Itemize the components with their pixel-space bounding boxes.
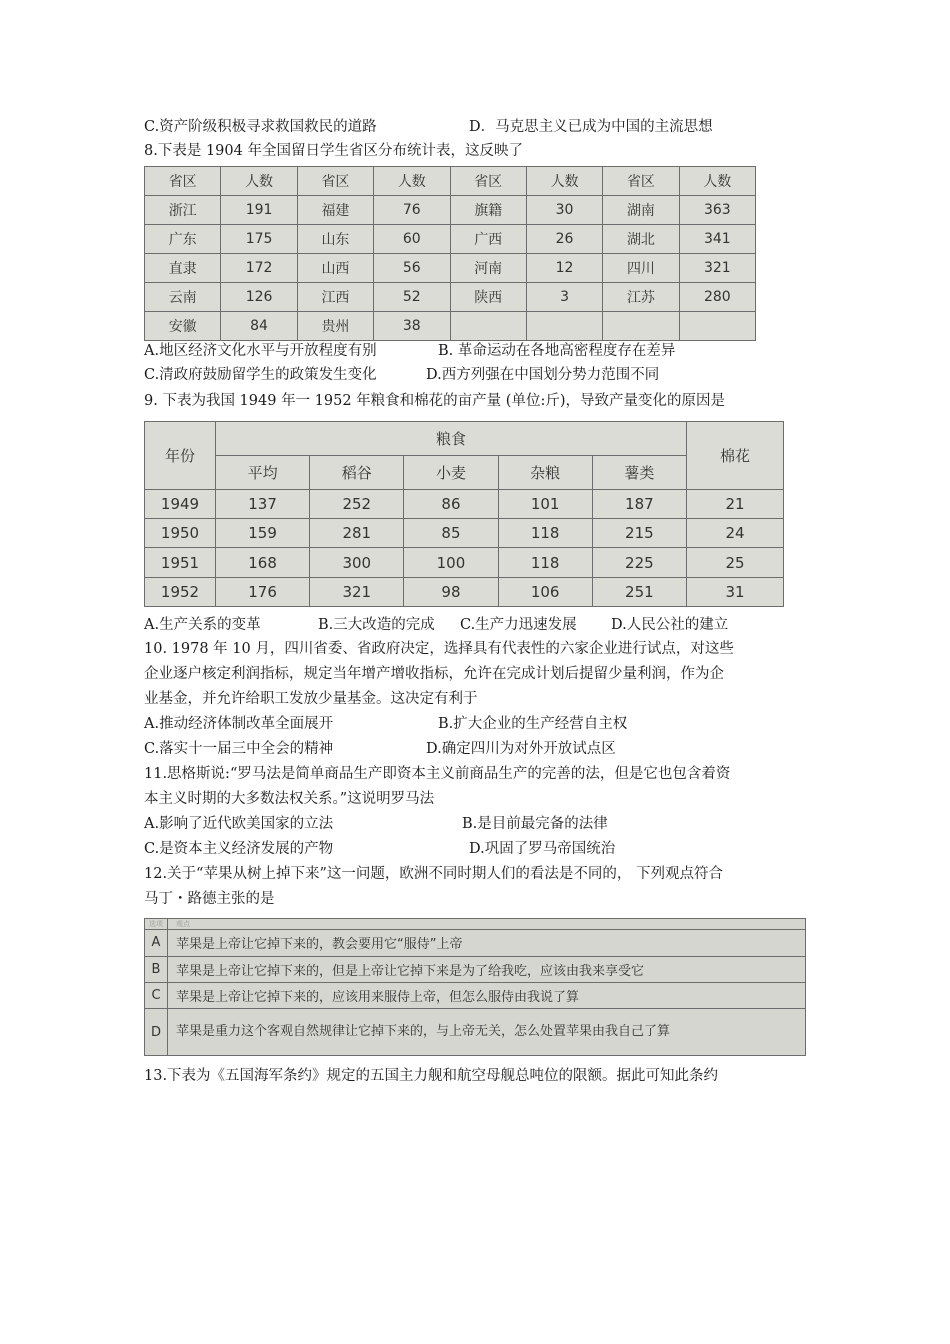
table-cell: 1952 <box>145 577 216 606</box>
q7-option-d: D．马克思主义已成为中国的主流思想 <box>469 119 713 135</box>
q8-stem: 8.下表是 1904 年全国留日学生省区分布统计表，这反映了 <box>144 143 523 159</box>
table-cell: 363 <box>679 196 755 225</box>
q8-option-c: C.清政府鼓励留学生的政策发生变化 <box>144 367 377 383</box>
table-cell: 341 <box>679 225 755 254</box>
option-text: 苹果是上帝让它掉下来的，应该用来服侍上帝，但怎么服侍由我说了算 <box>168 982 806 1008</box>
table-header-cell: 年份 <box>145 422 216 490</box>
table-row <box>145 930 806 956</box>
q9-table <box>144 421 784 607</box>
table-cell: 3 <box>526 283 602 312</box>
table-header-cell: 杂粮 <box>498 455 592 489</box>
table-cell: 191 <box>221 196 297 225</box>
table-cell: 25 <box>687 548 784 577</box>
table-cell: 21 <box>687 489 784 518</box>
table-cell: 159 <box>216 519 310 548</box>
table-header-row <box>145 919 806 930</box>
table-cell: 251 <box>592 577 686 606</box>
table-cell: 137 <box>216 489 310 518</box>
table-header-cell: 平均 <box>216 455 310 489</box>
table-cell: 321 <box>310 577 404 606</box>
option-label: A <box>145 930 168 956</box>
option-label: C <box>145 982 168 1008</box>
table-cell: 300 <box>310 548 404 577</box>
table-cell: 30 <box>526 196 602 225</box>
table-cell <box>450 312 526 341</box>
table-cell: 安徽 <box>145 312 221 341</box>
table-cell: 172 <box>221 254 297 283</box>
table-row <box>145 519 784 548</box>
table-header-cell: 粮食 <box>216 422 687 456</box>
table-cell <box>603 312 679 341</box>
table-cell: 76 <box>374 196 450 225</box>
q10-stem-line2: 企业逐户核定利润指标，规定当年增产增收指标，允许在完成计划后提留少量利润，作为企 <box>144 666 724 682</box>
table-cell: 168 <box>216 548 310 577</box>
option-label: D <box>145 1009 168 1056</box>
table-cell: 252 <box>310 489 404 518</box>
table-cell: 38 <box>374 312 450 341</box>
option-label: B <box>145 956 168 982</box>
q9-option-a: A.生产关系的变革 <box>144 617 261 633</box>
table-row <box>145 489 784 518</box>
table-cell: 31 <box>687 577 784 606</box>
table-cell: 四川 <box>603 254 679 283</box>
table-header-cell: 人数 <box>221 167 297 196</box>
q8-table <box>144 166 756 341</box>
table-row <box>145 982 806 1008</box>
option-text: 苹果是上帝让它掉下来的，但是上帝让它掉下来是为了给我吃，应该由我来享受它 <box>168 956 806 982</box>
table-cell: 24 <box>687 519 784 548</box>
q10-option-b: B.扩大企业的生产经营自主权 <box>438 716 628 732</box>
table-row <box>145 1009 806 1056</box>
table-cell: 1950 <box>145 519 216 548</box>
table-header-row <box>145 422 784 456</box>
table-header-cell: 棉花 <box>687 422 784 490</box>
q7-option-c: C.资产阶级积极寻求救国救民的道路 <box>144 119 377 135</box>
table-cell: 52 <box>374 283 450 312</box>
table-cell <box>679 312 755 341</box>
table-row <box>145 254 756 283</box>
table-header-cell: 观点 <box>168 919 806 930</box>
q10-option-d: D.确定四川为对外开放试点区 <box>426 741 616 757</box>
table-header-cell: 省区 <box>603 167 679 196</box>
table-cell: 56 <box>374 254 450 283</box>
table-header-cell: 小麦 <box>404 455 498 489</box>
table-cell: 广东 <box>145 225 221 254</box>
table-cell: 江苏 <box>603 283 679 312</box>
table-cell: 126 <box>221 283 297 312</box>
q11-option-c: C.是资本主义经济发展的产物 <box>144 841 334 857</box>
q10-stem-line3: 业基金，并允许给职工发放少量基金。这决定有利于 <box>144 691 478 707</box>
table-cell: 281 <box>310 519 404 548</box>
table-row <box>145 956 806 982</box>
q8-option-d: D.西方列强在中国划分势力范围不同 <box>426 367 660 383</box>
table-cell: 100 <box>404 548 498 577</box>
table-header-cell: 省区 <box>297 167 373 196</box>
table-cell: 225 <box>592 548 686 577</box>
table-cell: 陕西 <box>450 283 526 312</box>
q10-stem-line1: 10. 1978 年 10 月，四川省委、省政府决定，选择具有代表性的六家企业进行试点，对这些 <box>144 641 734 657</box>
table-cell: 山东 <box>297 225 373 254</box>
table-header-cell: 省区 <box>450 167 526 196</box>
table-cell: 浙江 <box>145 196 221 225</box>
table-cell: 江西 <box>297 283 373 312</box>
table-header-cell: 人数 <box>374 167 450 196</box>
table-cell: 1949 <box>145 489 216 518</box>
q11-option-b: B.是目前最完备的法律 <box>462 816 608 832</box>
table-cell: 旗籍 <box>450 196 526 225</box>
table-cell: 湖南 <box>603 196 679 225</box>
table-cell: 118 <box>498 519 592 548</box>
q9-option-d: D.人民公社的建立 <box>611 617 729 633</box>
table-cell: 1951 <box>145 548 216 577</box>
table-cell: 118 <box>498 548 592 577</box>
table-cell: 山西 <box>297 254 373 283</box>
q9-option-b: B.三大改造的完成 <box>318 617 435 633</box>
q11-stem-line2: 本主义时期的大多数法权关系。”这说明罗马法 <box>144 791 435 807</box>
table-cell: 直隶 <box>145 254 221 283</box>
q11-option-d: D.巩固了罗马帝国统治 <box>469 841 616 857</box>
option-text: 苹果是上帝让它掉下来的，教会要用它“服侍”上帝 <box>168 930 806 956</box>
q12-table <box>144 918 806 1056</box>
table-cell: 101 <box>498 489 592 518</box>
table-cell: 85 <box>404 519 498 548</box>
table-header-cell: 薯类 <box>592 455 686 489</box>
table-cell: 广西 <box>450 225 526 254</box>
table-header-cell: 人数 <box>679 167 755 196</box>
table-row <box>145 196 756 225</box>
q13-stem: 13.下表为《五国海军条约》规定的五国主力舰和航空母舰总吨位的限额。据此可知此条约 <box>144 1068 719 1084</box>
table-cell: 86 <box>404 489 498 518</box>
q11-stem-line1: 11.思格斯说:“罗马法是简单商品生产即资本主义前商品生产的完善的法，但是它也包含着资 <box>144 766 731 782</box>
q8-option-b: B. 革命运动在各地高密程度存在差异 <box>438 343 676 359</box>
table-header-cell: 选项 <box>145 919 168 930</box>
q11-option-a: A.影响了近代欧美国家的立法 <box>144 816 334 832</box>
table-cell: 云南 <box>145 283 221 312</box>
table-cell: 321 <box>679 254 755 283</box>
q10-option-a: A.推动经济体制改革全面展开 <box>144 716 334 732</box>
q9-stem: 9. 下表为我国 1949 年一 1952 年粮食和棉花的亩产量 (单位:斤)，导致产量变化的原因是 <box>144 393 725 409</box>
table-row <box>145 283 756 312</box>
table-cell: 84 <box>221 312 297 341</box>
table-cell: 贵州 <box>297 312 373 341</box>
table-cell: 175 <box>221 225 297 254</box>
table-cell: 河南 <box>450 254 526 283</box>
table-cell: 280 <box>679 283 755 312</box>
table-cell: 98 <box>404 577 498 606</box>
table-cell: 26 <box>526 225 602 254</box>
table-cell <box>526 312 602 341</box>
table-row <box>145 225 756 254</box>
table-cell: 60 <box>374 225 450 254</box>
table-row <box>145 312 756 341</box>
table-header-row <box>145 167 756 196</box>
q8-option-a: A.地区经济文化水平与开放程度有别 <box>144 343 377 359</box>
table-cell: 湖北 <box>603 225 679 254</box>
table-cell: 12 <box>526 254 602 283</box>
table-cell: 187 <box>592 489 686 518</box>
q9-option-c: C.生产力迅速发展 <box>460 617 577 633</box>
table-cell: 215 <box>592 519 686 548</box>
table-row <box>145 548 784 577</box>
q12-stem-line2: 马丁・路德主张的是 <box>144 891 275 907</box>
table-row <box>145 577 784 606</box>
table-header-cell: 省区 <box>145 167 221 196</box>
table-header-cell: 稻谷 <box>310 455 404 489</box>
table-cell: 176 <box>216 577 310 606</box>
table-header-cell: 人数 <box>526 167 602 196</box>
table-cell: 福建 <box>297 196 373 225</box>
q12-stem-line1: 12.关于“苹果从树上掉下来”这一问题，欧洲不同时期人们的看法是不同的， 下列观点符合 <box>144 866 723 882</box>
table-cell: 106 <box>498 577 592 606</box>
option-text: 苹果是重力这个客观自然规律让它掉下来的，与上帝无关，怎么处置苹果由我自己了算 <box>168 1009 806 1056</box>
q10-option-c: C.落实十一届三中全会的精神 <box>144 741 334 757</box>
